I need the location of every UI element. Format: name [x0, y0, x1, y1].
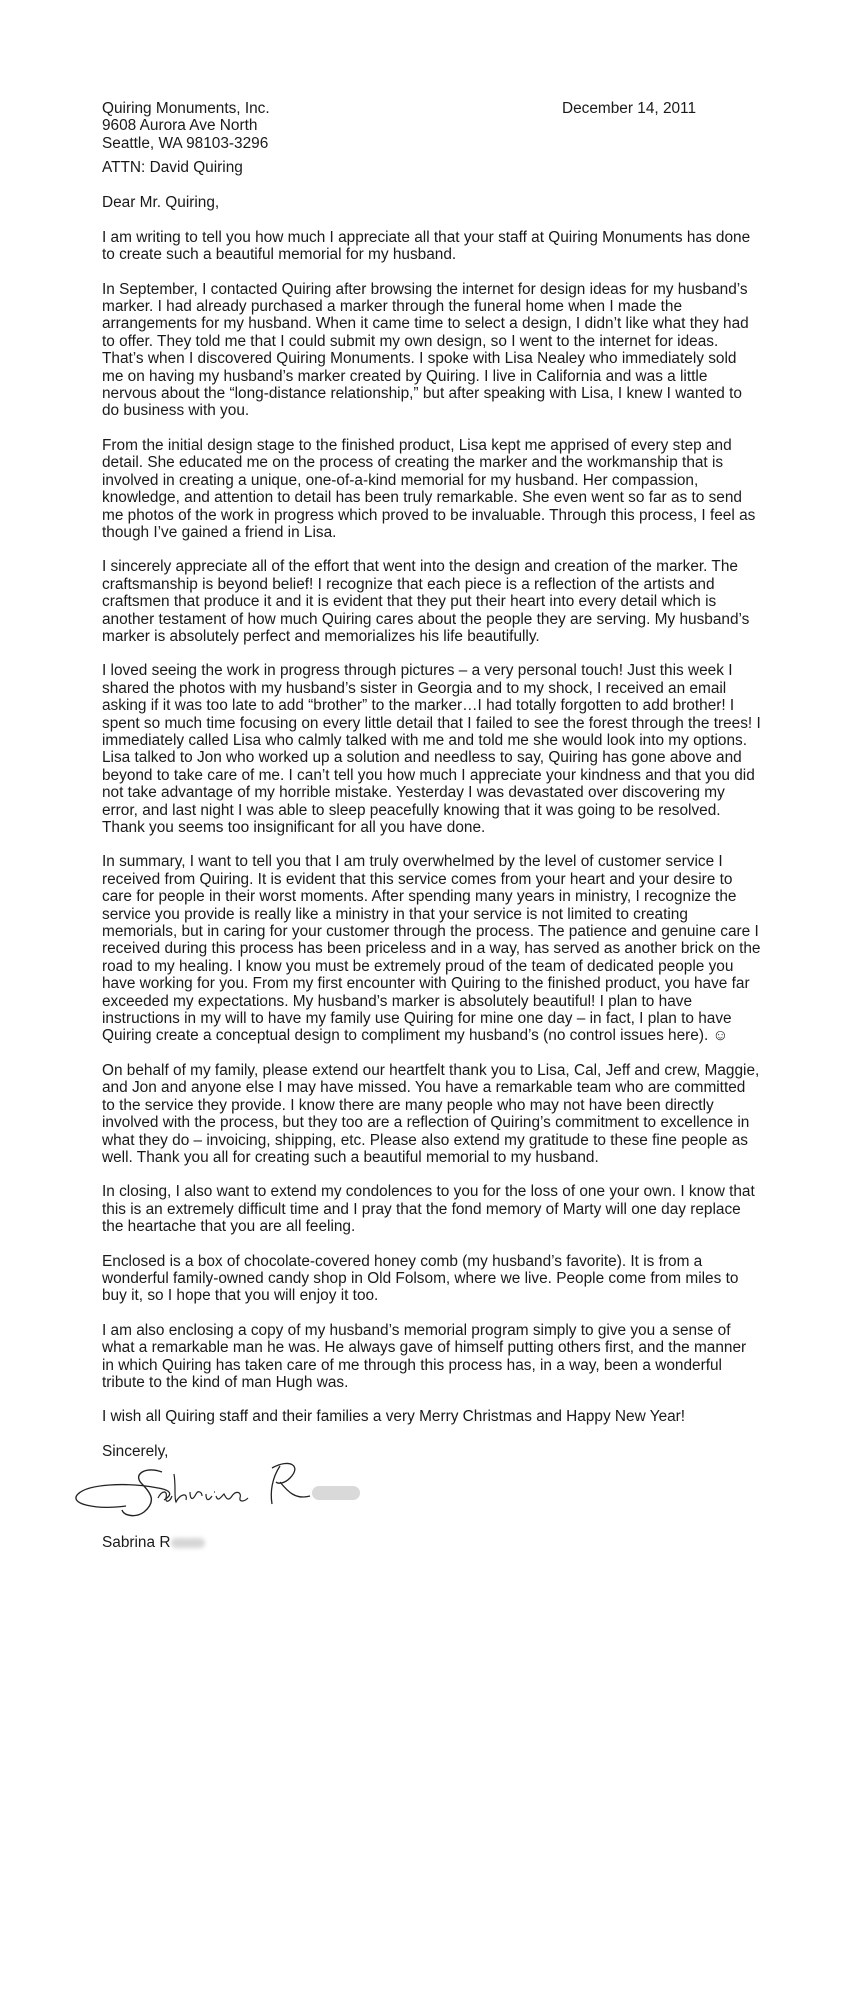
paragraph-appreciation: I sincerely appreciate all of the effort that went into the design and creation of the marker. The craftsmanship is beyond belief! I recognize that each piece is a reflection of the artists and craftsmen that produce it and it is evident that they put their heart into every detail which is another testament of how much Quiring cares about the people they are serving. My husband’s marker is absolutely perfect and memorializes his life beautifully.	[102, 558, 750, 645]
paragraph-september: In September, I contacted Quiring after browsing the internet for design ideas for my husband’s marker. I had already purchased a marker through the funeral home when I made the arrangements for my husband. When it came time to select a design, I didn’t like what they had to offer. They told me that I could submit my own design, so I went to the internet for ideas. That’s when I discovered Quiring Monuments. I spoke with Lisa Nealey who immediately sold me on having my husband’s marker created by Quiring. I live in California and was a little nervous about the “long-distance relationship,” but after speaking with Lisa, I knew I wanted to do business with you.	[102, 280, 749, 420]
paragraph-intro: I am writing to tell you how much I appreciate all that your staff at Quiring Monuments has done to create such a beautiful memorial for my husband.	[102, 228, 751, 264]
salutation: Dear Mr. Quiring,	[102, 194, 220, 212]
sender-name: Quiring Monuments, Inc.	[102, 100, 270, 117]
signer-name-text: Sabrina R	[102, 1534, 171, 1552]
sender-address	[102, 100, 270, 152]
letter-date: December 14, 2011	[562, 100, 697, 117]
signature-image	[66, 1458, 366, 1534]
letter-body	[102, 100, 762, 1552]
sender-city: Seattle, WA 98103-3296	[102, 134, 269, 152]
paragraph-work-in-progress: I loved seeing the work in progress through pictures – a very personal touch! Just this week I shared the photos with my husband’s sister in Georgia and to my shock, I received an email asking if it was too late to add “brother” to the marker…I had totally forgotten to add brother! I spent so much time focusing on every little detail that I failed to see the forest through the trees! I immediately called Lisa who calmly talked with me and told me she would look into my options. Lisa talked to Jon who worked up a solution and needless to say, Quiring has gone above and beyond to take care of me. I can’t tell you how much I appreciate your kindness and that you did not take advantage of my horrible mistake. Yesterday I was devastated over discovering my error, and last night I was able to sleep peacefully knowing that it was going to be resolved. Thank you seems too insignificant for all you have done.	[102, 662, 761, 836]
paragraph-condolences: In closing, I also want to extend my condolences to you for the loss of one your own. I know that this is an extremely difficult time and I pray that the fond memory of Marty will one day replace the heartache that you are all feeling.	[102, 1183, 755, 1236]
redacted-surname	[171, 1538, 205, 1548]
paragraph-design-stage: From the initial design stage to the finished product, Lisa kept me apprised of every step and detail. She educated me on the process of creating the marker and the workmanship that is involved in creating a unique, one-of-a-kind memorial for my husband. Her compassion, knowledge, and attention to detail has been truly remarkable. She even went so far as to send me photos of the work in progress which proved to be invaluable. Through this process, I feel as though I’ve gained a friend in Lisa.	[102, 436, 756, 541]
paragraph-summary: In summary, I want to tell you that I am truly overwhelmed by the level of customer service I received from Quiring. It is evident that this service comes from your heart and your desire to care for people in their worst moments. After spending many years in ministry, I recognize the service you provide is really like a ministry in that your service is not limited to creating memorials, but in caring for your customer through the process. The patience and genuine care I received during this process has been priceless and in a way, has served as another brick on the road to my healing. I know you must be extremely proud of the team of dedicated people you have working for you. From my first encounter with Quiring to the finished product, you have far exceeded my expectations. My husband’s marker is absolutely beautiful! I plan to have instructions in my will to have my family use Quiring for mine one day – in fact, I plan to have Quiring create a conceptual design to compliment my husband’s (no control issues here). ☺	[102, 853, 761, 1045]
handwritten-signature	[102, 1460, 762, 1534]
paragraph-memorial-program: I am also enclosing a copy of my husband’s memorial program simply to give you a sense of what a remarkable man he was. He always gave of himself putting others first, and the manner in which Quiring has taken care of me through this process has, in a way, been a wonderful tribute to the kind of man Hugh was.	[102, 1321, 747, 1391]
signer-name	[102, 1534, 762, 1551]
paragraph-enclosed-gift: Enclosed is a box of chocolate-covered honey comb (my husband’s favorite). It is from a wonderful family-owned candy shop in Old Folsom, where we live. People come from miles to buy it, so I hope that you will enjoy it too.	[102, 1252, 739, 1305]
letter-header	[102, 100, 762, 154]
attn-line: ATTN: David Quiring	[102, 159, 243, 176]
closing-line: Sincerely,	[102, 1442, 169, 1460]
paragraph-behalf-of-family: On behalf of my family, please extend our heartfelt thank you to Lisa, Cal, Jeff and crew, Maggie, and Jon and anyone else I may have missed. You have a remarkable team who are committed to the service they provide. I know there are many people who may not have been directly involved with the process, but they too are a reflection of Quiring’s commitment to excellence in what they do – invoicing, shipping, etc. Please also extend my gratitude to these fine people as well. Thank you all for creating such a beautiful memorial to my husband.	[102, 1061, 760, 1166]
sender-street: 9608 Aurora Ave North	[102, 117, 258, 135]
paragraph-holiday-wishes: I wish all Quiring staff and their families a very Merry Christmas and Happy New Year!	[102, 1408, 686, 1426]
